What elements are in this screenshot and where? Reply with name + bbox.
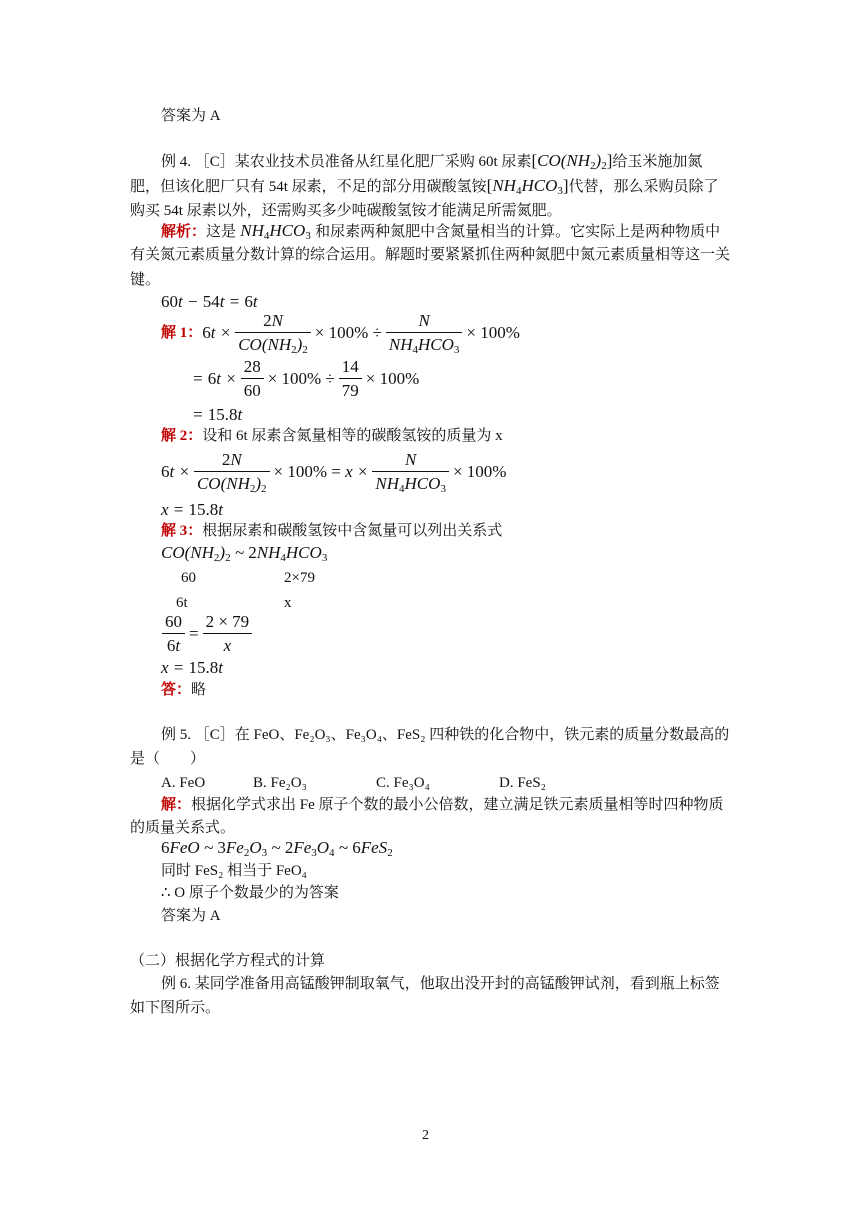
example5-line1: 例 5. ［C］在 FeO、Fe₂O₃、Fe₃O₄、FeS₂ 四种铁的化合物中，铁元素的质量分数最高的: [161, 727, 730, 743]
relation-value-x: x: [284, 595, 292, 611]
equivalence-line: 同时 FeS₂ 相当于 FeO₄: [161, 863, 307, 879]
proportion-equation: $\frac{60}{6t}$ = $\frac{2 \times 79}{x}$: [158, 612, 256, 656]
solution2-equation: 6t × $\frac{2N}{CO(NH_2)_2}$ × 100% = x × $\frac{N}{NH_4HCO_3}$ × 100%: [161, 450, 507, 495]
analysis-line1: 解析：这是 $NH_4HCO_3$ 和尿素两种氮肥中含氮量相当的计算。它实际上是两种物质中: [161, 221, 721, 242]
equation-difference: 60t − 54t = 6t: [161, 292, 258, 311]
example5-solution-line1: 解：根据化学式求出 Fe 原子个数的最小公倍数，建立满足铁元素质量相等时四种物质: [161, 797, 724, 813]
option-a: A. FeO: [161, 775, 206, 791]
answer-omitted: 答：略: [161, 682, 207, 698]
relation-value-60: 60: [181, 570, 196, 586]
analysis-line3: 键。: [130, 272, 161, 288]
iron-compound-relation: 6FeO ~ $3Fe_2O_3$ ~ $2Fe_3O_4$ ~ 6FeS$_2$: [161, 838, 393, 859]
example6-line1: 例 6. 某同学准备用高锰酸钾制取氧气，他取出没开封的高锰酸钾试剂，看到瓶上标签: [161, 976, 720, 992]
relation-value-6t: 6t: [176, 595, 188, 611]
ammonium-bicarbonate-formula: $[NH_4HCO_3]$: [486, 176, 569, 197]
therefore-line: ∴ O 原子个数最少的为答案: [161, 885, 339, 901]
example4-line2: 肥，但该化肥厂只有 54t 尿素，不足的部分用碳酸氢铵$[NH_4HCO_3]$代替，那么采购员除了: [130, 176, 719, 197]
solution2-line1: 解 2：设和 6t 尿素含氮量相等的碳酸氢铵的质量为 x: [161, 428, 503, 444]
analysis-line2: 有关氮元素质量分数计算的综合运用。解题时要紧紧抓住两种氮肥中氮元素质量相等这一关: [130, 247, 731, 263]
solution1-line2: = 6t × $\frac{28}{60}$ × 100% ÷ $\frac{14}{79}$ × 100%: [192, 357, 420, 400]
option-b: B. Fe₂O₃: [253, 775, 307, 791]
urea-formula: $[CO(NH_2)_2]$: [531, 151, 613, 172]
example4-line3: 购买 54t 尿素以外，还需购买多少吨碳酸氢铵才能满足所需氮肥。: [130, 203, 562, 219]
solution3-line1: 解 3：根据尿素和碳酸氢铵中含氮量可以列出关系式: [161, 523, 503, 539]
example6-line2: 如下图所示。: [130, 1000, 221, 1016]
example4-line1: 例 4. ［C］某农业技术员准备从红星化肥厂采购 60t 尿素$[CO(NH_2)_2]$给玉米施加氮: [161, 151, 703, 172]
solution1-result: = 15.8t: [192, 405, 243, 424]
section-heading: （二）根据化学方程式的计算: [130, 953, 326, 969]
example5-line2: 是（ ）: [130, 751, 206, 767]
solution1-label: 解 1：: [161, 325, 203, 341]
solution3-relation: $CO(NH_2)_2$ ~ $2NH_4HCO_3$: [161, 543, 328, 564]
option-c: C. Fe₃O₄: [376, 775, 430, 791]
answer-line-2: 答案为 A: [161, 908, 221, 924]
solution-label: 解：: [161, 797, 192, 813]
page-number: 2: [422, 1128, 429, 1143]
analysis-label: 解析：: [161, 224, 207, 240]
option-d: D. FeS₂: [499, 775, 546, 791]
answer-line: 答案为 A: [161, 108, 221, 124]
solution2-result: x = 15.8t: [161, 500, 224, 519]
solution1-line1: 解 1：6t × $\frac{2N}{CO(NH_2)_2}$ × 100% ÷ $\frac{N}{NH_4HCO_3}$ × 100%: [161, 311, 520, 356]
solution2-label: 解 2：: [161, 428, 203, 444]
solution3-label: 解 3：: [161, 523, 203, 539]
relation-value-2x79: 2×79: [284, 570, 315, 586]
solution3-result: x = 15.8t: [161, 658, 224, 677]
example5-solution-line2: 的质量关系式。: [130, 820, 236, 836]
